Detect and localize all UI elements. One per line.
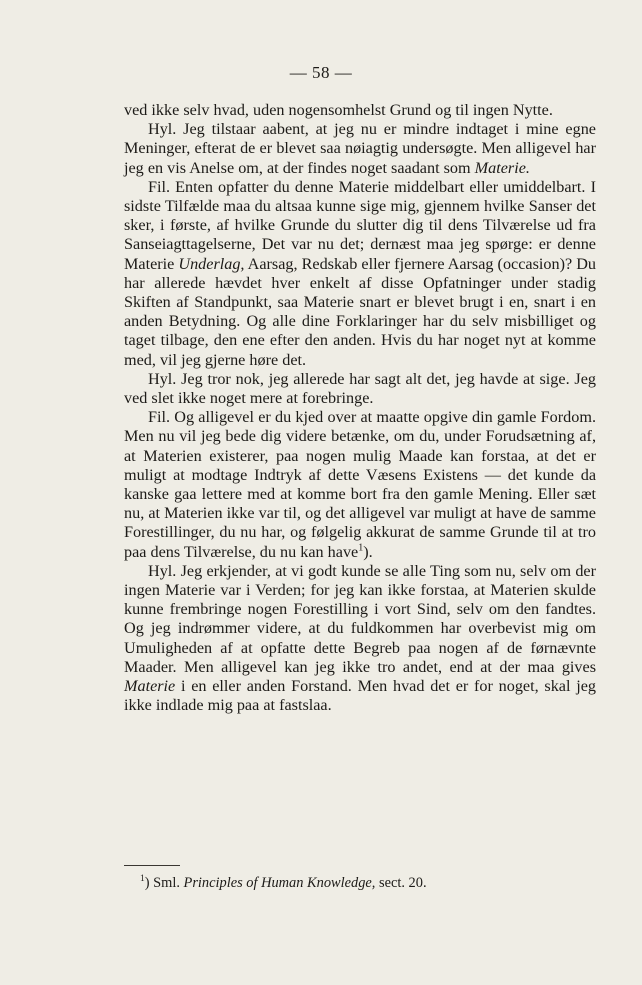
footnote-reference: 1	[358, 542, 364, 554]
paragraph	[124, 408, 596, 562]
footnote	[140, 874, 596, 892]
paragraph	[124, 562, 596, 716]
footnote-mark: 1	[140, 874, 145, 885]
text-run: Hyl. Jeg erkjender, at vi godt kunde se alle Ting som nu, selv om der ingen Materie var i Verden; for jeg kan ikke forstaa, at Materien skulde kunne frembringe nogen Forestilling i vort Sind, selv om den fandtes. Og jeg indrømmer videre, at du fuldkommen har overbevist mig om Umuligheden af at opfatte dette Begreb paa nogen af de førnævnte Maader. Men alligevel kan jeg ikke tro andet, end at der maa gives	[124, 561, 596, 676]
footnote-intro: ) Sml.	[144, 875, 184, 891]
paragraph	[124, 120, 596, 178]
footnote-divider	[124, 865, 180, 866]
text-run: i en eller anden Forstand. Men hvad det er for noget, skal jeg ikke indlade mig paa at fastslaa.	[124, 677, 596, 715]
paragraph	[124, 370, 596, 408]
text-run: ).	[363, 542, 373, 561]
italic-term: Underlag,	[178, 254, 245, 273]
text-run: ved ikke selv hvad, uden nogensomhelst Grund og til ingen Nytte.	[124, 101, 553, 119]
text-run: Hyl. Jeg tror nok, jeg allerede har sagt alt det, jeg havde at sige. Jeg ved slet ikke noget mere at forebringe.	[124, 369, 596, 408]
italic-term: Materie.	[474, 158, 530, 177]
paragraph	[124, 178, 596, 370]
main-text	[124, 101, 596, 716]
footnote-book-title: Principles of Human Knowledge,	[183, 875, 376, 891]
text-run: Hyl. Jeg tilstaar aabent, at jeg nu er mindre indtaget i mine egne Meninger, efterat de er blevet saa nøiagtig undersøgte. Men alligevel har jeg en vis Anelse om, at der findes noget saadant som	[124, 120, 596, 177]
text-run: Fil. Og alligevel er du kjed over at maatte opgive din gamle Fordom. Men nu vil jeg bede dig videre betænke, om du, under Forudsætning af, at Materien existerer, paa nogen mulig Maade kan forstaa, at det er muligt at modtage Indtryk af dette Væsens Existens — det kunde da kanske gaa lettere med at komme bort fra den gamle Mening. Eller sæt nu, at Materien ikke var til, og det alligevel var muligt at have de samme Forestillinger, du nu har, og følgelig akkurat de samme Grunde til at tro paa dens Tilværelse, du nu kan have	[124, 408, 596, 561]
text-run: Fil. Enten opfatter du denne Materie middelbart eller umiddelbart. I sidste Tilfælde maa du altsaa kunne sige mig, gjennem hvilke Sanser det sker, i første, af hvilke Grunde du slutter dig til dens Tilværelse ud fra Sanseiagttagelserne, Det var nu det; dernæst maa jeg spørge: er denne Materie	[124, 177, 596, 273]
page-number: — 58 —	[289, 63, 353, 82]
text-run: Aarsag, Redskab eller fjernere Aarsag (occasion)? Du har allerede hævdet hver enkelt af disse Opfatninger under stadig Skiften af Standpunkt, saa Materie snart er blevet brugt i en, snart i en anden Betydning. Og alle dine Forklaringer har du selv misbilliget og taget tilbage, den ene efter den anden. Hvis du har noget nyt at komme med, vil jeg gjerne høre det.	[124, 254, 596, 369]
paragraph	[124, 101, 596, 120]
footnote-section: sect. 20.	[375, 875, 427, 891]
italic-term: Materie	[124, 677, 176, 696]
